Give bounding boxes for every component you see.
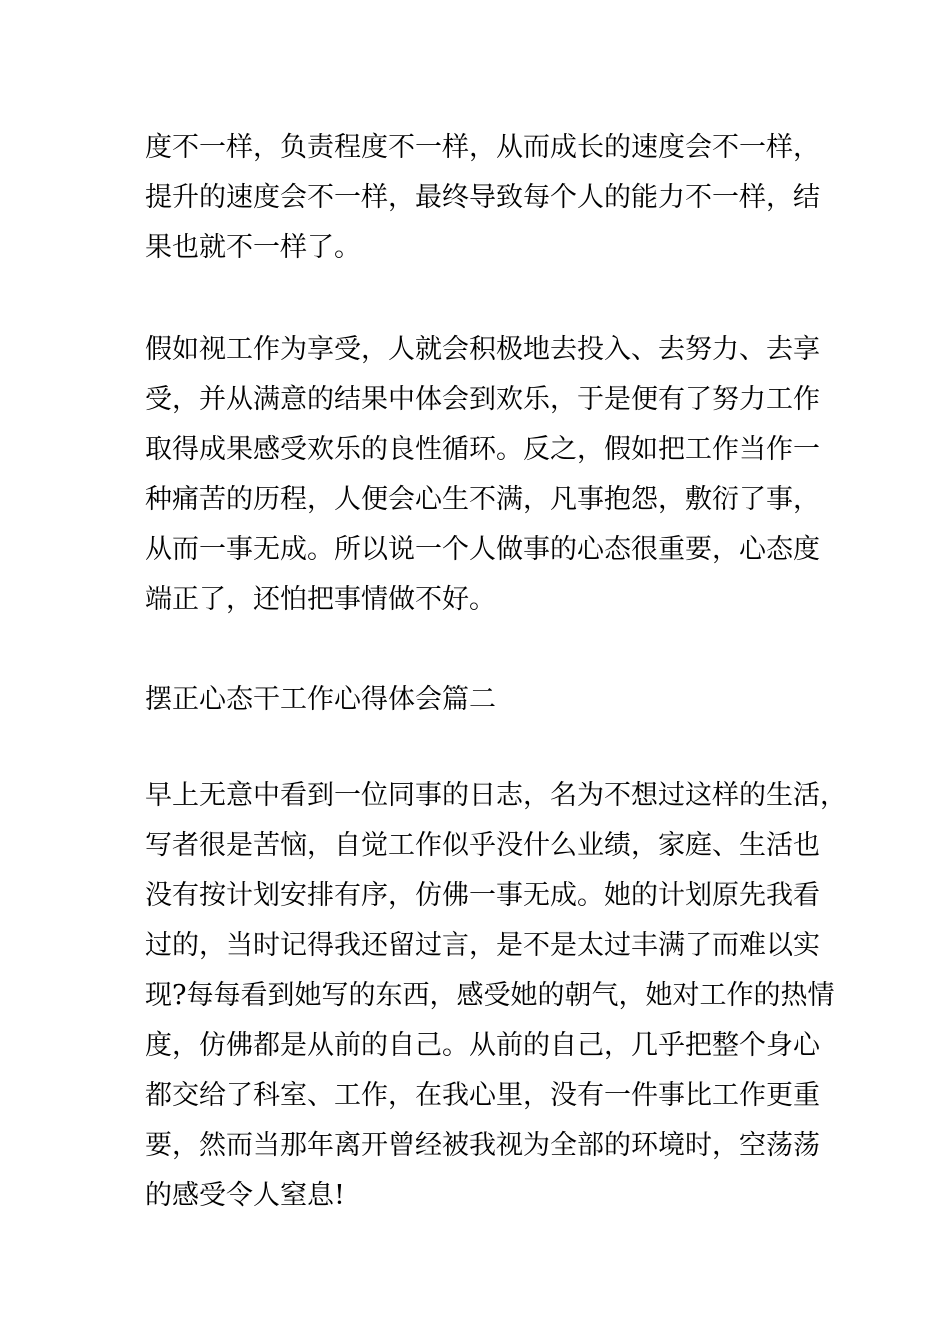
paragraph-line: 种痛苦的历程，人便会心生不满，凡事抱怨，敷衍了事， <box>145 484 820 515</box>
paragraph-line: 端正了，还怕把事情做不好。 <box>145 584 496 615</box>
paragraph-line: 早上无意中看到一位同事的日志，名为不想过这样的生活， <box>145 780 847 811</box>
paragraph-line: 果也就不一样了。 <box>145 232 361 263</box>
paragraph-line: 从而一事无成。所以说一个人做事的心态很重要，心态度 <box>145 534 820 565</box>
paragraph-line: 没有按计划安排有序，仿佛一事无成。她的计划原先我看 <box>145 880 820 911</box>
paragraph-line: 过的，当时记得我还留过言，是不是太过丰满了而难以实 <box>145 930 820 961</box>
paragraph-line: 提升的速度会不一样，最终导致每个人的能力不一样，结 <box>145 182 820 213</box>
paragraph-line: 假如视工作为享受，人就会积极地去投入、去努力、去享 <box>145 334 820 365</box>
paragraph-line: 受，并从满意的结果中体会到欢乐，于是便有了努力工作 <box>145 384 820 415</box>
paragraph-line: 的感受令人窒息! <box>145 1180 345 1211</box>
paragraph-line: 写者很是苦恼，自觉工作似乎没什么业绩，家庭、生活也 <box>145 830 820 861</box>
paragraph-line: 现?每每看到她写的东西，感受她的朝气，她对工作的热情 <box>145 980 835 1011</box>
paragraph-line: 都交给了科室、工作，在我心里，没有一件事比工作更重 <box>145 1080 820 1111</box>
paragraph-line: 度不一样，负责程度不一样，从而成长的速度会不一样， <box>145 132 820 163</box>
paragraph-line: 取得成果感受欢乐的良性循环。反之，假如把工作当作一 <box>145 434 820 465</box>
paragraph-line: 度，仿佛都是从前的自己。从前的自己，几乎把整个身心 <box>145 1030 820 1061</box>
paragraph-line: 要，然而当那年离开曾经被我视为全部的环境时，空荡荡 <box>145 1130 820 1161</box>
section-heading: 摆正心态干工作心得体会篇二 <box>145 684 496 715</box>
